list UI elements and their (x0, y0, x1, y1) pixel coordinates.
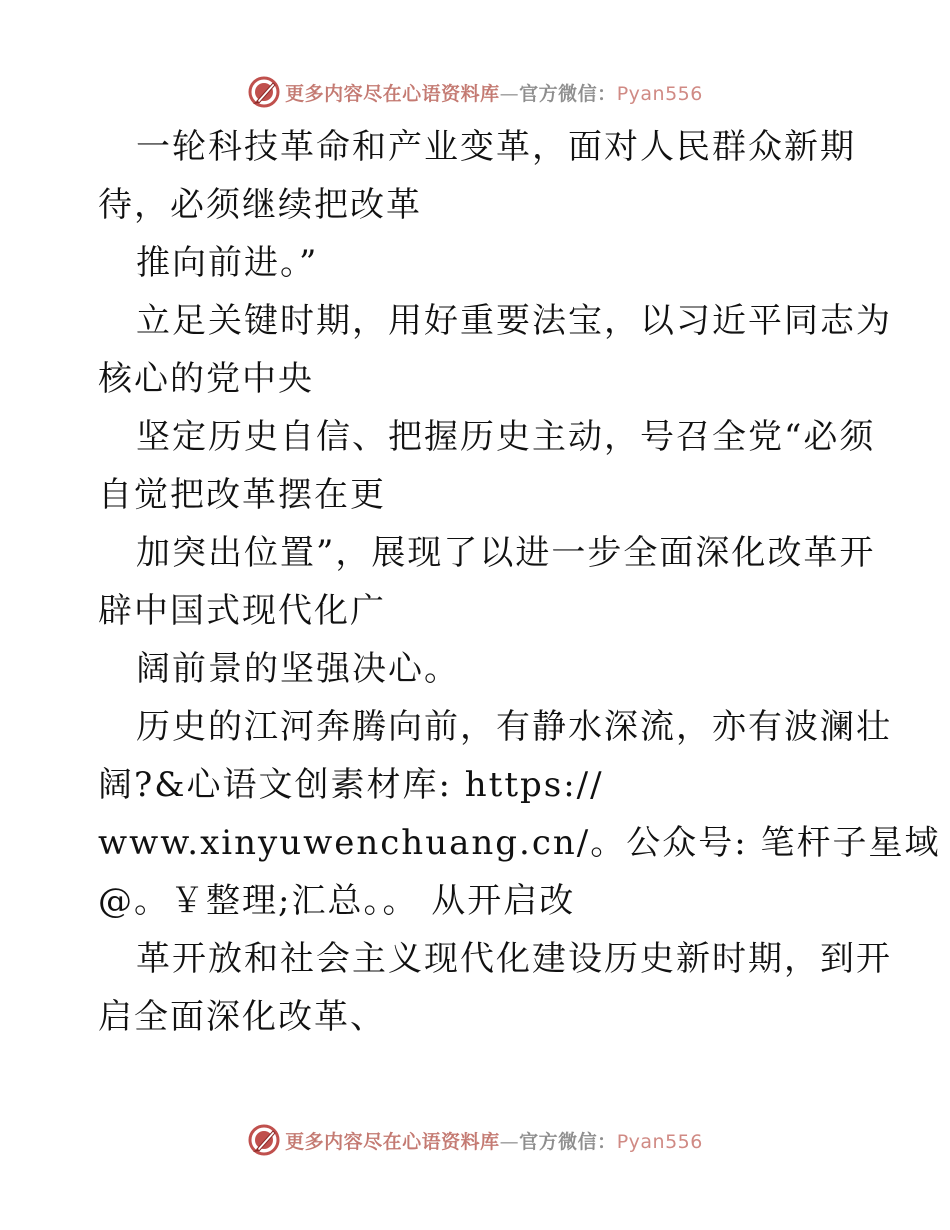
text-line: 核心的党中央 (98, 359, 314, 399)
document-body (98, 118, 941, 1046)
watermark-text (285, 1127, 703, 1154)
text-line: 启全面深化改革、 (98, 997, 386, 1037)
pen-logo-icon (247, 1123, 281, 1157)
text-line: 历史的江河奔腾向前，有静水深流，亦有波澜壮 (136, 707, 892, 747)
text-line: 待，必须继续把改革 (98, 185, 422, 225)
watermark-dash: — (499, 1130, 520, 1153)
text-line: 阔?&心语文创素材库: https:// (98, 765, 604, 805)
header-watermark (0, 72, 950, 112)
text-line: 加突出位置”，展现了以进一步全面深化改革开 (136, 533, 876, 573)
text-line: 立足关键时期，用好重要法宝，以习近平同志为 (136, 301, 892, 341)
footer-watermark (0, 1120, 950, 1160)
text-line: www.xinyuwenchuang.cn/。公众号: 笔杆子星域 (98, 823, 941, 863)
text-line: 坚定历史自信、把握历史主动，号召全党“必须 (136, 417, 876, 457)
watermark-official: 官方微信： (519, 1130, 617, 1153)
text-line: 推向前进。” (136, 243, 319, 283)
watermark-id: Pyan556 (616, 82, 703, 105)
text-line: 辟中国式现代化广 (98, 591, 386, 631)
watermark-id: Pyan556 (616, 1130, 703, 1153)
watermark-dash: — (499, 82, 520, 105)
pen-logo-icon (247, 75, 281, 109)
text-line: @。￥整理;汇总。。 从开启改 (98, 881, 576, 921)
text-line: 一轮科技革命和产业变革，面对人民群众新期 (136, 127, 856, 167)
watermark-main: 更多内容尽在心语资料库 (285, 1130, 500, 1153)
text-line: 阔前景的坚强决心。 (136, 649, 460, 689)
watermark-text (285, 79, 703, 106)
watermark-official: 官方微信： (519, 82, 617, 105)
watermark-main: 更多内容尽在心语资料库 (285, 82, 500, 105)
text-line: 自觉把改革摆在更 (98, 475, 386, 515)
text-line: 革开放和社会主义现代化建设历史新时期，到开 (136, 939, 892, 979)
